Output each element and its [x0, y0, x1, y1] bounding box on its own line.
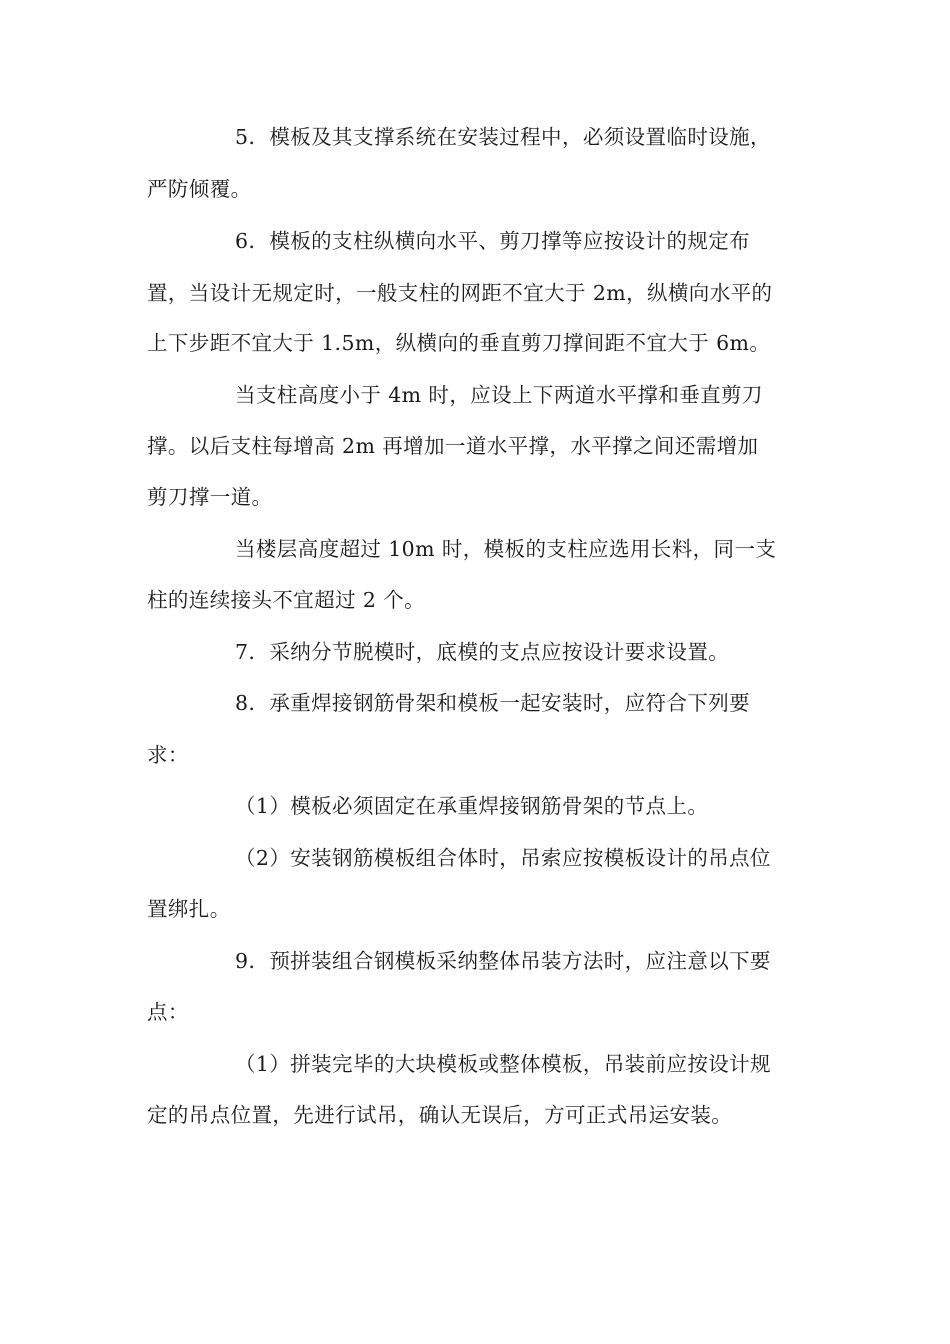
paragraph-7-line-1: 7．采纳分节脱模时，底模的支点应按设计要求设置。 [235, 640, 730, 664]
paragraph-5-line-1: 5．模板及其支撑系统在安装过程中，必须设置临时设施， [235, 125, 771, 149]
paragraph-9-line-1: 9．预拼装组合钢模板采纳整体吊装方法时，应注意以下要 [235, 949, 771, 973]
paragraph-8-1-line-1: （1）模板必须固定在承重焊接钢筋骨架的节点上。 [235, 794, 709, 818]
paragraph-6b-line-1: 当楼层高度超过 10m 时，模板的支柱应选用长料，同一支 [235, 537, 777, 561]
paragraph-9-1-line-1: （1）拼装完毕的大块模板或整体模板，吊装前应按设计规 [235, 1052, 771, 1076]
paragraph-8-line-2: 求： [147, 743, 189, 767]
paragraph-6-line-1: 6．模板的支柱纵横向水平、剪刀撑等应按设计的规定布 [235, 229, 751, 253]
paragraph-9-1-line-2: 定的吊点位置，先进行试吊，确认无误后，方可正式吊运安装。 [147, 1103, 733, 1127]
paragraph-6-line-3: 上下步距不宜大于 1.5m，纵横向的垂直剪刀撑间距不宜大于 6m。 [147, 331, 771, 355]
paragraph-9-line-2: 点： [147, 1000, 189, 1024]
paragraph-8-line-1: 8．承重焊接钢筋骨架和模板一起安装时，应符合下列要 [235, 691, 751, 715]
paragraph-5-line-2: 严防倾覆。 [147, 177, 252, 201]
paragraph-6a-line-2: 撑。以后支柱每增高 2m 再增加一道水平撑，水平撑之间还需增加 [147, 434, 759, 458]
paragraph-6-line-2: 置，当设计无规定时，一般支柱的网距不宜大于 2m，纵横向水平的 [147, 281, 773, 305]
paragraph-6a-line-1: 当支柱高度小于 4m 时，应设上下两道水平撑和垂直剪刀 [235, 383, 763, 407]
paragraph-8-2-line-2: 置绑扎。 [147, 897, 231, 921]
paragraph-8-2-line-1: （2）安装钢筋模板组合体时，吊索应按模板设计的吊点位 [235, 846, 771, 870]
paragraph-6a-line-3: 剪刀撑一道。 [147, 485, 273, 509]
paragraph-6b-line-2: 柱的连续接头不宜超过 2 个。 [147, 588, 426, 612]
